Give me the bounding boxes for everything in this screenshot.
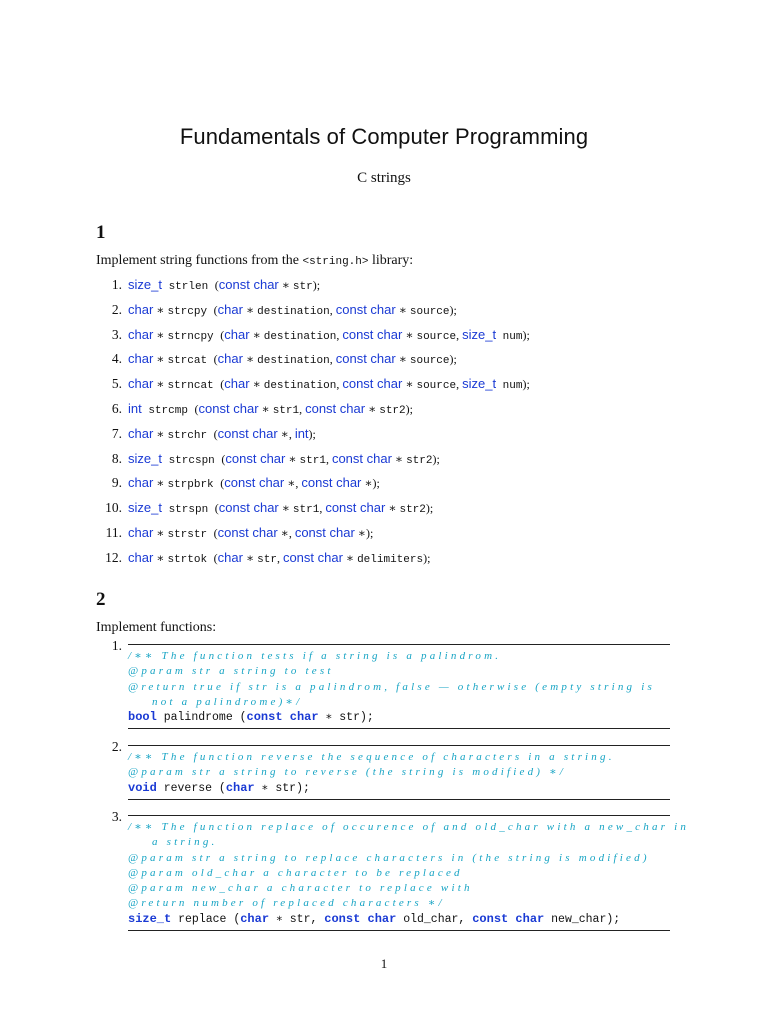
type-keyword: int [294, 425, 309, 441]
identifier: strcat [167, 355, 214, 368]
punctuation: ); [449, 352, 457, 367]
type-keyword: char [128, 425, 154, 441]
section-2-number: 2 [96, 589, 106, 610]
punctuation: ( [194, 401, 199, 416]
function-list-item [96, 499, 530, 524]
code-comment: a string. [152, 836, 218, 849]
identifier: destination [263, 380, 337, 393]
identifier: str2 [379, 404, 406, 417]
code-item-number: 2. [111, 739, 122, 754]
punctuation: ∗ [278, 501, 293, 516]
punctuation: , [329, 352, 336, 367]
type-keyword: char [217, 549, 243, 565]
code-line [128, 896, 670, 911]
list-item-number: 9. [111, 475, 122, 491]
code-line [128, 664, 670, 679]
punctuation: ∗ [249, 377, 264, 392]
function-list [96, 276, 530, 574]
function-list-item [96, 400, 530, 425]
code-line [128, 765, 670, 780]
function-list-item [96, 276, 530, 301]
identifier: destination [257, 305, 330, 318]
type-keyword: size_t [128, 450, 162, 466]
code-listing [128, 815, 690, 931]
section-2-intro: Implement functions: [96, 620, 217, 635]
identifier: strpbrk [167, 479, 221, 492]
identifier: num [496, 380, 523, 393]
code-comment: @return number of replaced characters ∗/ [128, 897, 445, 910]
punctuation: , [336, 327, 343, 342]
identifier: str1 [292, 504, 320, 517]
punctuation: ∗ [285, 451, 300, 466]
function-list-item [96, 375, 530, 400]
type-keyword: const char [342, 326, 403, 342]
identifier: strcpy [167, 305, 214, 318]
code-keyword: void [128, 780, 157, 795]
type-keyword: char [217, 301, 243, 317]
punctuation: ∗ [278, 278, 293, 292]
type-keyword: const char [342, 376, 403, 392]
document-subtitle: C strings [357, 170, 411, 186]
function-list-item [96, 425, 530, 450]
code-line [128, 866, 670, 881]
identifier: source [416, 380, 457, 393]
punctuation: ∗ [365, 401, 380, 416]
code-line [128, 680, 670, 695]
code-text: replace ( [171, 912, 241, 926]
punctuation: ∗ [242, 302, 258, 317]
punctuation: , [299, 401, 306, 416]
code-comment: /∗∗ The function tests if a string is a palindrom. [128, 650, 502, 662]
punctuation: , [276, 550, 283, 565]
punctuation: , [456, 327, 463, 342]
intro-text-end: library: [368, 253, 414, 268]
type-keyword: const char [224, 475, 285, 491]
type-keyword: const char [335, 351, 396, 367]
type-keyword: size_t [462, 326, 497, 342]
punctuation: ∗ [153, 476, 168, 491]
type-keyword: const char [325, 500, 386, 516]
code-keyword: const char [324, 911, 397, 926]
list-item-number: 3. [111, 326, 122, 342]
punctuation: ∗ [391, 451, 407, 466]
list-item-number: 11. [105, 524, 122, 540]
type-keyword: const char [331, 450, 392, 466]
type-keyword: char [128, 475, 154, 491]
identifier: str [257, 553, 277, 566]
punctuation: ∗); [361, 476, 380, 491]
punctuation: ∗ [342, 550, 358, 565]
page-number: 1 [380, 956, 388, 971]
punctuation: ); [522, 327, 530, 342]
punctuation: ( [213, 352, 218, 367]
punctuation: ( [213, 550, 218, 565]
punctuation: ( [220, 327, 225, 342]
code-keyword: bool [128, 710, 157, 725]
document-title: Fundamentals of Computer Programming [179, 124, 589, 149]
identifier: destination [257, 355, 330, 368]
code-comment: @param new_char a character to replace with [128, 882, 473, 895]
type-keyword: const char [225, 450, 286, 466]
code-comment: /∗∗ The function replace of occurence of and old_char with a new_char in [128, 821, 690, 833]
punctuation: ); [405, 401, 413, 416]
punctuation: ∗); [354, 525, 374, 540]
punctuation: , [325, 451, 332, 466]
punctuation: ( [213, 426, 218, 441]
type-keyword: const char [282, 549, 343, 565]
code-line [128, 851, 670, 866]
function-list-item [96, 474, 530, 499]
type-keyword: const char [301, 475, 362, 491]
type-keyword: int [128, 400, 142, 416]
section-1-number: 1 [96, 222, 106, 243]
punctuation: ∗ [153, 302, 168, 317]
code-keyword: char [240, 911, 270, 926]
code-comment: /∗∗ The function reverse the sequence of characters in a string. [128, 751, 615, 763]
code-keyword: char [225, 780, 255, 795]
punctuation: ∗ [242, 550, 258, 565]
intro-header-code: <string.h> [302, 256, 369, 268]
identifier: strstr [167, 528, 214, 541]
punctuation: ∗ [153, 550, 168, 565]
code-item-number: 3. [111, 809, 122, 824]
code-line [128, 649, 670, 664]
identifier: strlen [161, 281, 215, 293]
list-item-number: 5. [111, 376, 122, 392]
punctuation: ( [221, 451, 226, 466]
punctuation: ∗ [402, 327, 417, 342]
type-keyword: char [224, 326, 250, 342]
type-keyword: char [128, 326, 154, 342]
punctuation: ( [214, 501, 219, 516]
identifier: delimiters [357, 553, 424, 566]
section-1-intro [96, 253, 413, 269]
identifier: strncpy [167, 330, 221, 343]
type-keyword: char [128, 351, 154, 367]
code-line [128, 881, 670, 896]
identifier: strcspn [161, 454, 222, 467]
type-keyword: const char [217, 425, 278, 441]
function-list-item [96, 326, 530, 351]
type-keyword: char [128, 301, 154, 317]
punctuation: ∗ [153, 426, 168, 441]
type-keyword: char [224, 376, 250, 392]
punctuation: ∗ [402, 377, 417, 392]
punctuation: ∗ [153, 525, 168, 540]
punctuation: ∗, [277, 525, 295, 540]
identifier: strncat [167, 380, 221, 393]
punctuation: ∗ [249, 327, 264, 342]
code-line [128, 820, 690, 835]
list-item-number: 10. [105, 500, 122, 516]
code-keyword: const char [472, 911, 545, 926]
code-keyword: const char [246, 710, 319, 725]
identifier: strcmp [141, 404, 195, 417]
code-item-number: 1. [111, 638, 122, 653]
punctuation: , [329, 302, 336, 317]
punctuation: , [456, 377, 463, 392]
code-text: ∗ str); [318, 711, 374, 725]
identifier: source [409, 355, 450, 368]
type-keyword: size_t [128, 277, 162, 292]
punctuation: , [319, 501, 326, 516]
punctuation: ∗ [153, 377, 168, 392]
type-keyword: const char [218, 277, 279, 292]
list-item-number: 2. [111, 301, 122, 317]
code-line [128, 750, 670, 765]
identifier: source [416, 330, 457, 343]
type-keyword: char [128, 524, 154, 540]
identifier: str2 [399, 504, 426, 517]
type-keyword: const char [305, 400, 366, 416]
identifier: strspn [161, 504, 215, 517]
punctuation: ∗, [284, 476, 302, 491]
type-keyword: const char [335, 301, 396, 317]
type-keyword: char [217, 351, 243, 367]
code-comment: @param old_char a character to be replaced [128, 866, 463, 879]
type-keyword: const char [218, 500, 279, 516]
code-line [128, 835, 670, 850]
code-text: new_char); [544, 912, 621, 926]
punctuation: ∗ [153, 327, 168, 342]
punctuation: ( [220, 476, 225, 491]
code-line [128, 710, 670, 725]
code-keyword: size_t [128, 911, 172, 926]
identifier: num [496, 330, 523, 343]
identifier: str1 [299, 454, 326, 467]
punctuation: ( [213, 302, 218, 317]
function-list-item [96, 549, 530, 574]
identifier: source [409, 305, 450, 318]
identifier: str [292, 281, 313, 293]
punctuation: ( [214, 278, 219, 292]
punctuation: ∗ [153, 352, 168, 367]
code-comment: @param str a string to reverse (the string is modified) ∗/ [128, 766, 567, 779]
code-comment: @param str a string to replace characters in (the string is modified) [128, 851, 650, 864]
list-item-number: 7. [111, 425, 122, 441]
identifier: str1 [272, 404, 300, 417]
identifier: strtok [167, 553, 214, 566]
function-list-item [96, 350, 530, 375]
punctuation: ); [423, 550, 431, 565]
punctuation: ( [213, 525, 218, 540]
list-item-number: 4. [111, 351, 122, 367]
type-keyword: char [128, 376, 154, 392]
code-text: reverse ( [156, 781, 226, 795]
type-keyword: const char [217, 524, 278, 540]
function-list-item [96, 450, 530, 475]
punctuation: ); [425, 501, 434, 516]
code-listing [128, 644, 670, 729]
code-listing [128, 745, 670, 800]
code-comment: @param str a string to test [128, 665, 334, 678]
list-item-number: 8. [111, 450, 122, 466]
code-comment: @return true if str is a palindrom, false — otherwise (empty string is [128, 680, 655, 693]
code-text: ∗ str, [269, 912, 325, 926]
type-keyword: const char [294, 524, 355, 540]
type-keyword: const char [198, 400, 259, 416]
punctuation: ∗ [242, 352, 258, 367]
punctuation: ∗ [258, 401, 273, 416]
list-item-number: 1. [111, 277, 122, 292]
code-text: old_char, [396, 912, 473, 926]
code-comment: not a palindrome)∗/ [152, 695, 303, 708]
identifier: strchr [167, 429, 214, 442]
punctuation: ); [308, 426, 316, 441]
code-line [128, 912, 670, 927]
punctuation: ∗ [395, 302, 410, 317]
intro-text: Implement string functions from the [96, 253, 303, 268]
punctuation: ∗, [277, 426, 295, 441]
code-line [128, 781, 670, 796]
identifier: str2 [406, 454, 433, 467]
punctuation: , [336, 377, 343, 392]
type-keyword: char [128, 549, 154, 565]
function-list-item [96, 524, 530, 549]
punctuation: ( [220, 377, 225, 392]
punctuation: ∗ [385, 501, 400, 516]
punctuation: ∗ [395, 352, 410, 367]
punctuation: ); [522, 377, 530, 392]
type-keyword: size_t [462, 376, 497, 392]
list-item-number: 12. [105, 549, 122, 565]
punctuation: ); [449, 302, 457, 317]
punctuation: ); [312, 278, 321, 292]
list-item-number: 6. [111, 400, 122, 416]
code-text: ∗ str); [254, 781, 310, 795]
type-keyword: size_t [128, 500, 162, 516]
code-line [128, 695, 670, 710]
punctuation: ); [432, 451, 440, 466]
code-text: palindrome ( [156, 711, 247, 725]
function-list-item [96, 301, 530, 326]
identifier: destination [263, 330, 337, 343]
